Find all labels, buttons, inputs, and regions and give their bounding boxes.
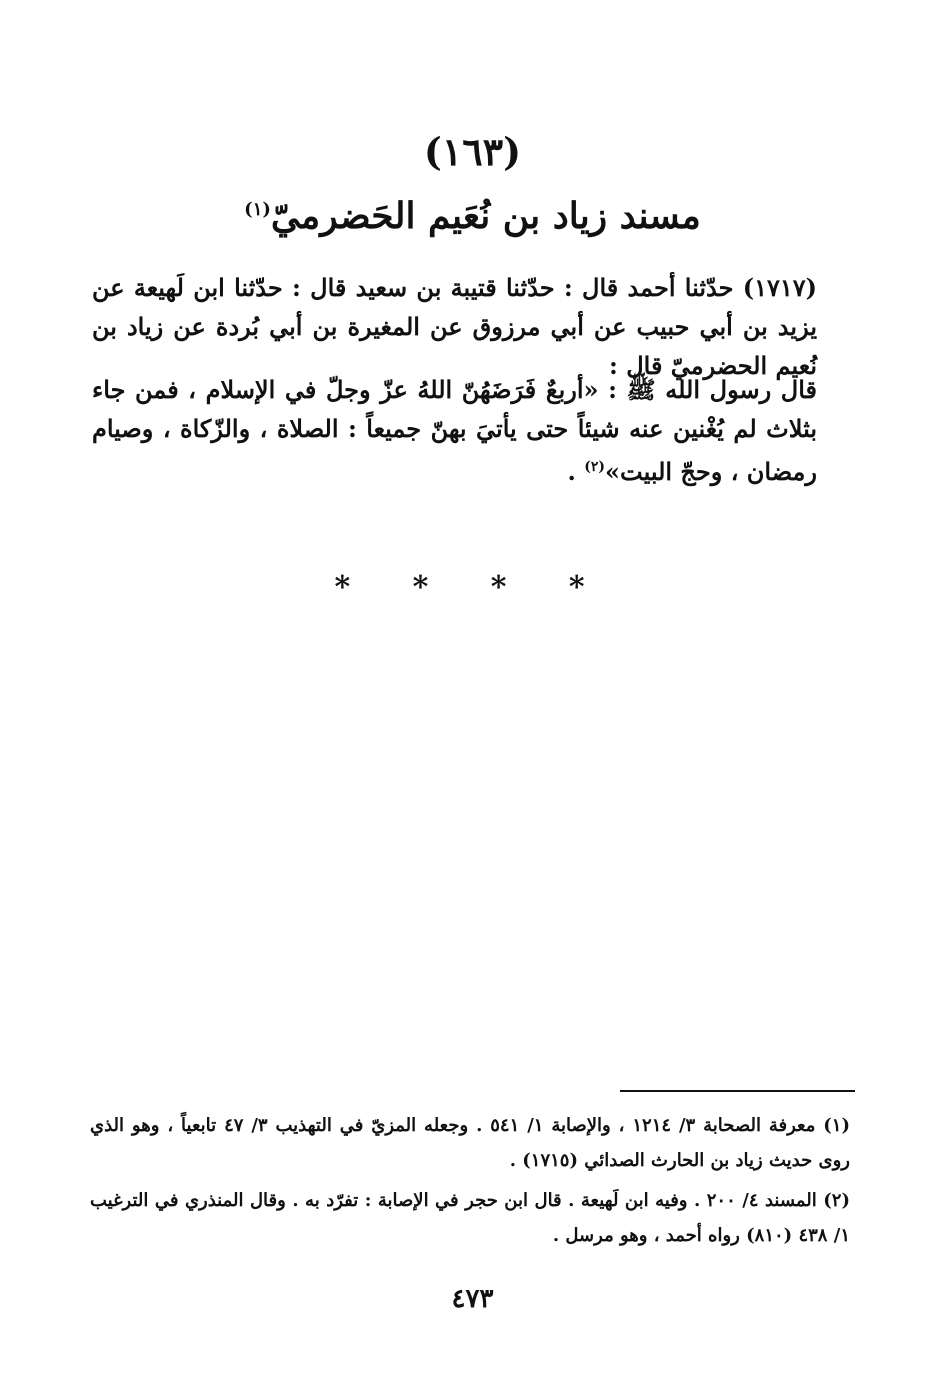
chapter-number: (١٦٣) [423, 129, 522, 174]
section-separator: * * * * [334, 570, 611, 605]
chapter-title [0, 184, 945, 242]
hadith-matn-text: قال رسول الله ﷺ : «أربعٌ فَرَضَهُنّ اللهُ عزّ وجلّ في الإسلام ، فمن جاء بثلاث لم يُغْنين عنه شيئاً حتى يأتيَ بهنّ جميعاً : الصلاة ، والزّكاة ، وصيام رمضان ، وحجّ البيت» [92, 375, 817, 486]
hadith-matn [92, 370, 817, 491]
footnote-divider [620, 1090, 855, 1092]
chapter-title-footnote-ref: (١) [244, 199, 271, 220]
hadith-matn-footnote-ref: (٢) [584, 459, 606, 475]
page-number: ٤٧٣ [451, 1284, 494, 1314]
footnote-1: (١) معرفة الصحابة ٣/ ١٢١٤ ، والإصابة ١/ ٥٤١ . وجعله المزيّ في التهذيب ٣/ ٤٧ تابعياً ، وهو الذي روى حديث زياد بن الحارث الصدائي (١٧١٥) . [90, 1115, 850, 1171]
hadith-matn-end: . [567, 457, 585, 486]
hadith-isnad: (١٧١٧) حدّثنا أحمد قال : حدّثنا قتيبة بن سعيد قال : حدّثنا ابن لَهيعة عن يزيد بن أبي حبيب عن أبي مرزوق عن المغيرة بن أبي بُردة عن زياد بن نُعيم الحضرميّ قال : [92, 273, 817, 380]
chapter-title-text: مسند زياد بن نُعَيم الحَضرميّ [270, 195, 701, 237]
footnote-2: (٢) المسند ٤/ ٢٠٠ . وفيه ابن لَهيعة . قال ابن حجر في الإصابة : تفرّد به . وقال المنذري في الترغيب ١/ ٤٣٨ (٨١٠) رواه أحمد ، وهو مرسل . [90, 1190, 850, 1246]
